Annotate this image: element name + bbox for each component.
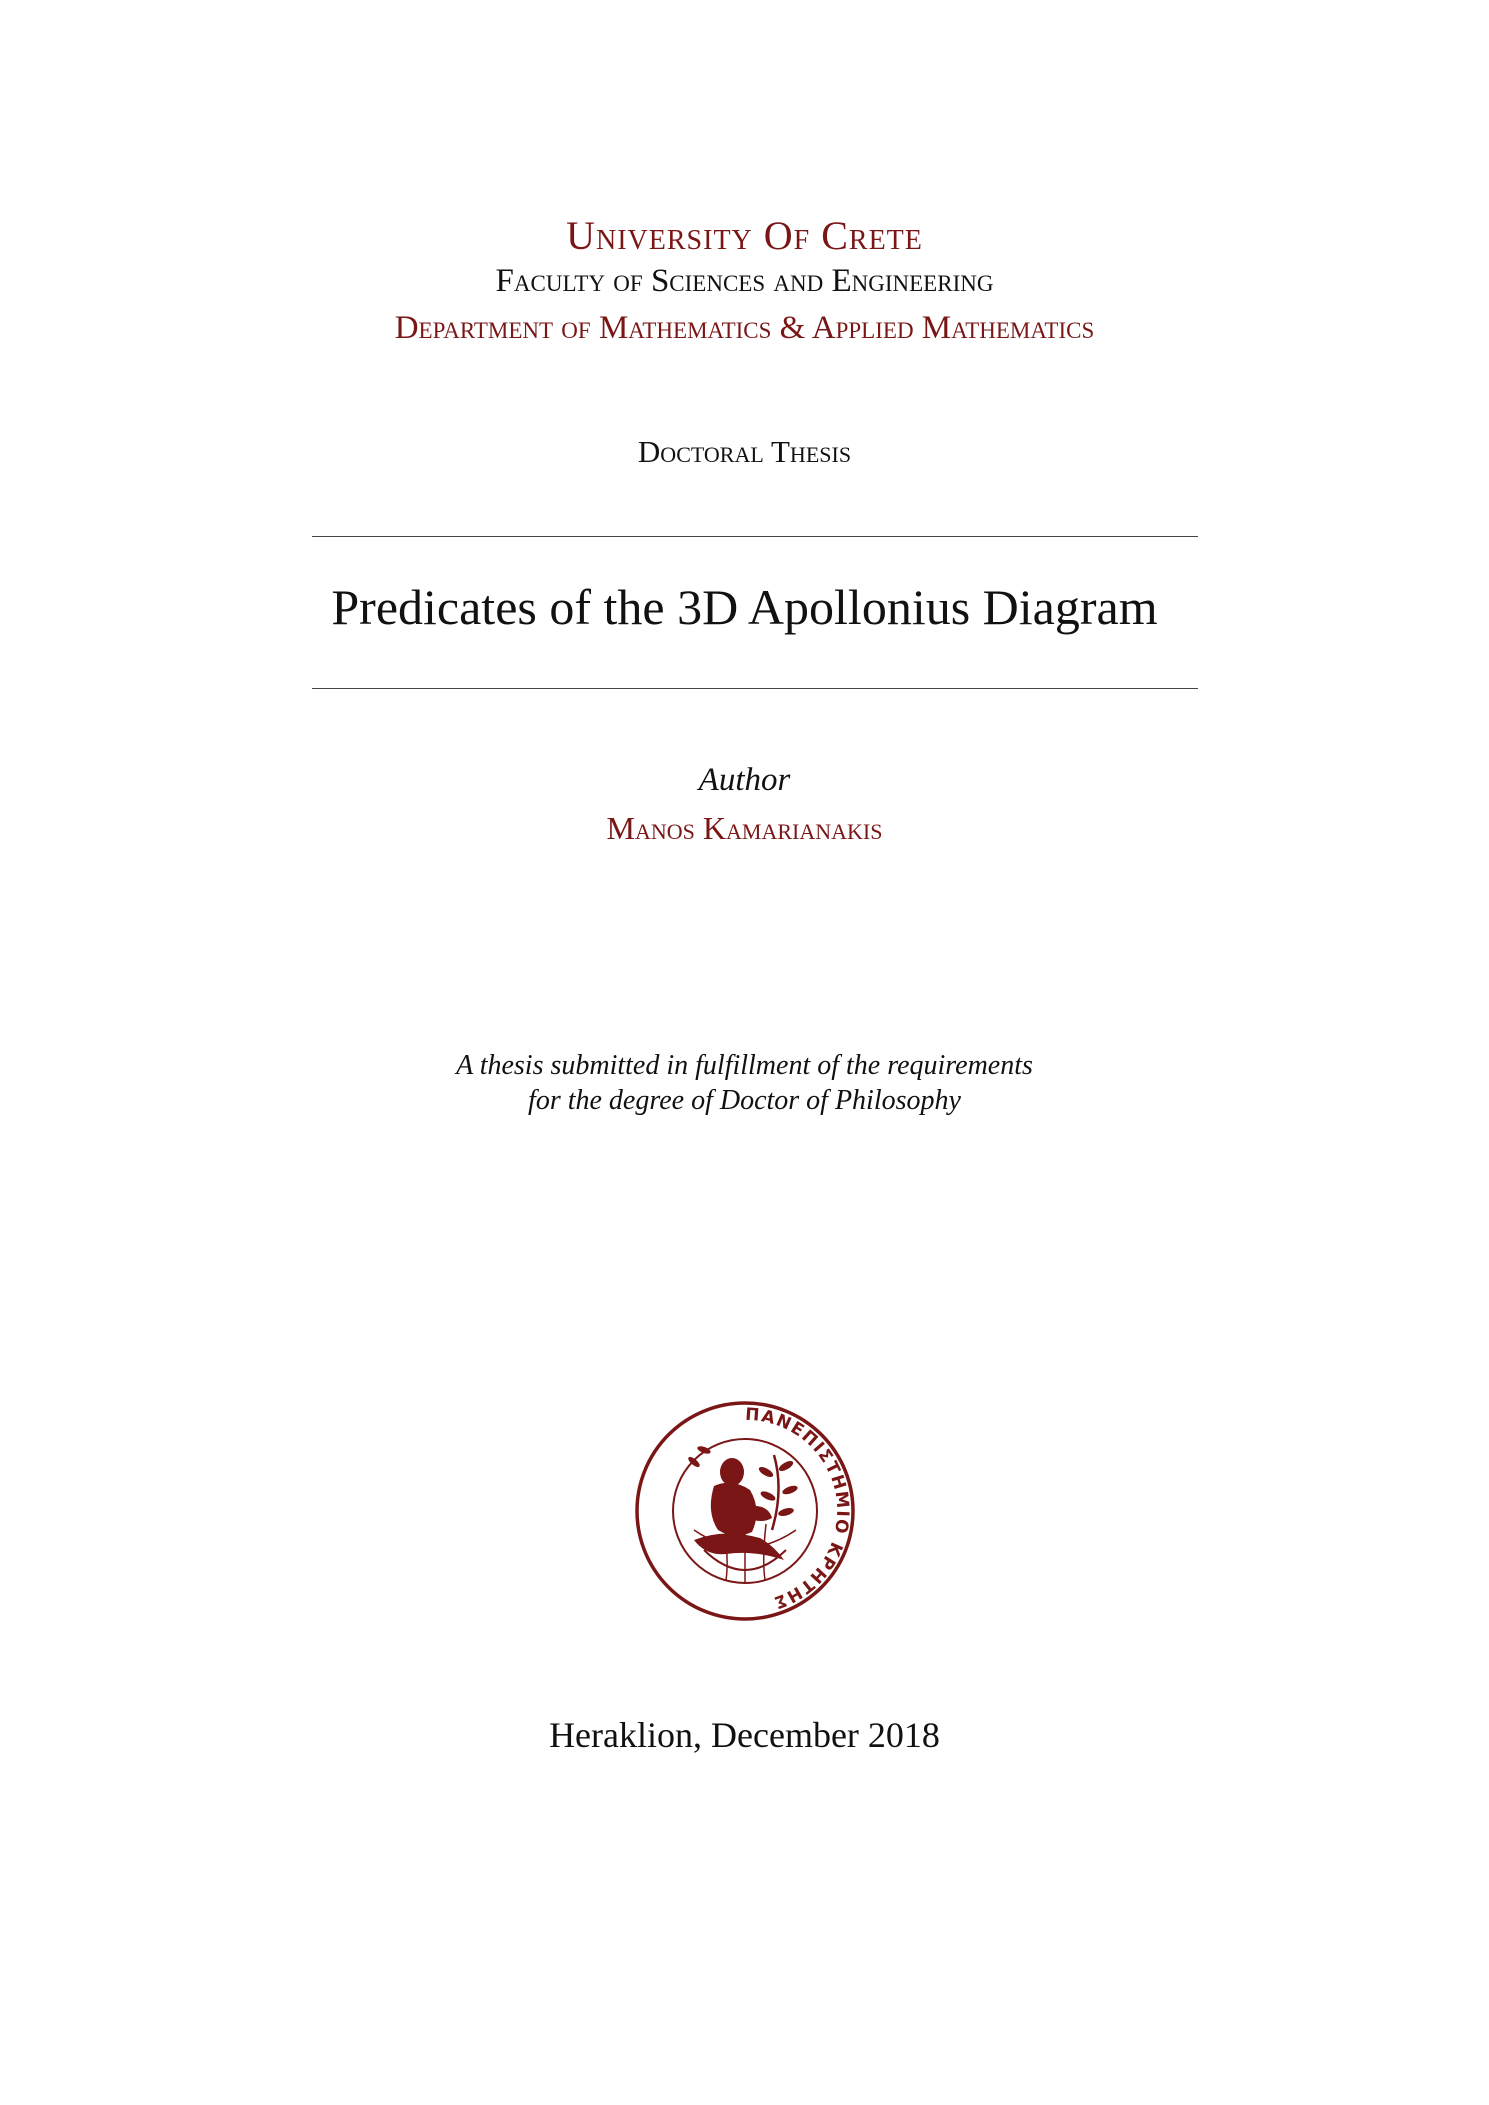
thesis-statement-line-2: for the degree of Doctor of Philosophy	[528, 1085, 961, 1116]
title-bottom-rule	[312, 688, 1198, 689]
seal-text: ΠΑΝΕΠΙΣΤΗΜΙΟ ΚΡΗΤΗΣ	[744, 1404, 853, 1613]
university-seal-icon	[634, 1400, 856, 1622]
author-label: Author	[698, 762, 791, 798]
title-top-rule	[312, 536, 1198, 537]
place-and-date: Heraklion, December 2018	[549, 1715, 940, 1755]
university-name: University Of Crete	[566, 213, 923, 258]
faculty-name: Faculty of Sciences and Engineering	[495, 263, 994, 299]
author-name: Manos Kamarianakis	[606, 810, 883, 846]
document-type: Doctoral Thesis	[637, 434, 852, 469]
thesis-title: Predicates of the 3D Apollonius Diagram	[331, 579, 1158, 635]
department-name: Department of Mathematics & Applied Mathematics	[394, 310, 1095, 346]
thesis-statement-line-1: A thesis submitted in fulfillment of the requirements	[456, 1050, 1033, 1081]
